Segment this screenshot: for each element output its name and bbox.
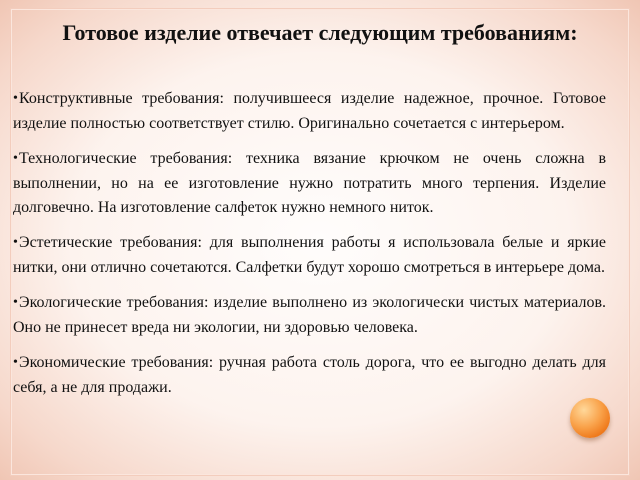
list-item-text: Экономические требования: ручная работа столь дорога, что ее выгодно делать для себя, а не для продажи.: [13, 354, 606, 396]
slide-title: Готовое изделие отвечает следующим требованиям:: [62, 20, 578, 45]
list-item: [13, 291, 606, 340]
list-item: [13, 231, 606, 280]
list-item: [13, 351, 606, 400]
bullet-icon: •: [13, 91, 18, 106]
bullet-icon: •: [13, 355, 18, 370]
bullet-icon: •: [13, 151, 18, 166]
list-item-text: Конструктивные требования: получившееся изделие надежное, прочное. Готовое изделие полностью соответствует стилю. Оригинально сочетается с интерьером.: [13, 90, 606, 132]
requirements-list: [13, 87, 606, 411]
list-item: [13, 87, 606, 136]
list-item-text: Технологические требования: техника вязание крючком не очень сложна в выполнении, но на ее изготовление нужно потратить много терпения. Изделие долговечно. На изготовление салфеток нужно немного ниток.: [13, 150, 606, 216]
bullet-icon: •: [13, 295, 18, 310]
list-item: [13, 147, 606, 220]
orange-ball-icon: [570, 398, 610, 438]
bullet-icon: •: [13, 235, 18, 250]
list-item-text: Эстетические требования: для выполнения работы я использовала белые и яркие нитки, они отлично сочетаются. Салфетки будут хорошо смотреться в интерьере дома.: [13, 234, 606, 276]
list-item-text: Экологические требования: изделие выполнено из экологически чистых материалов. Оно не принесет вреда ни экологии, ни здоровью человека.: [13, 294, 606, 336]
